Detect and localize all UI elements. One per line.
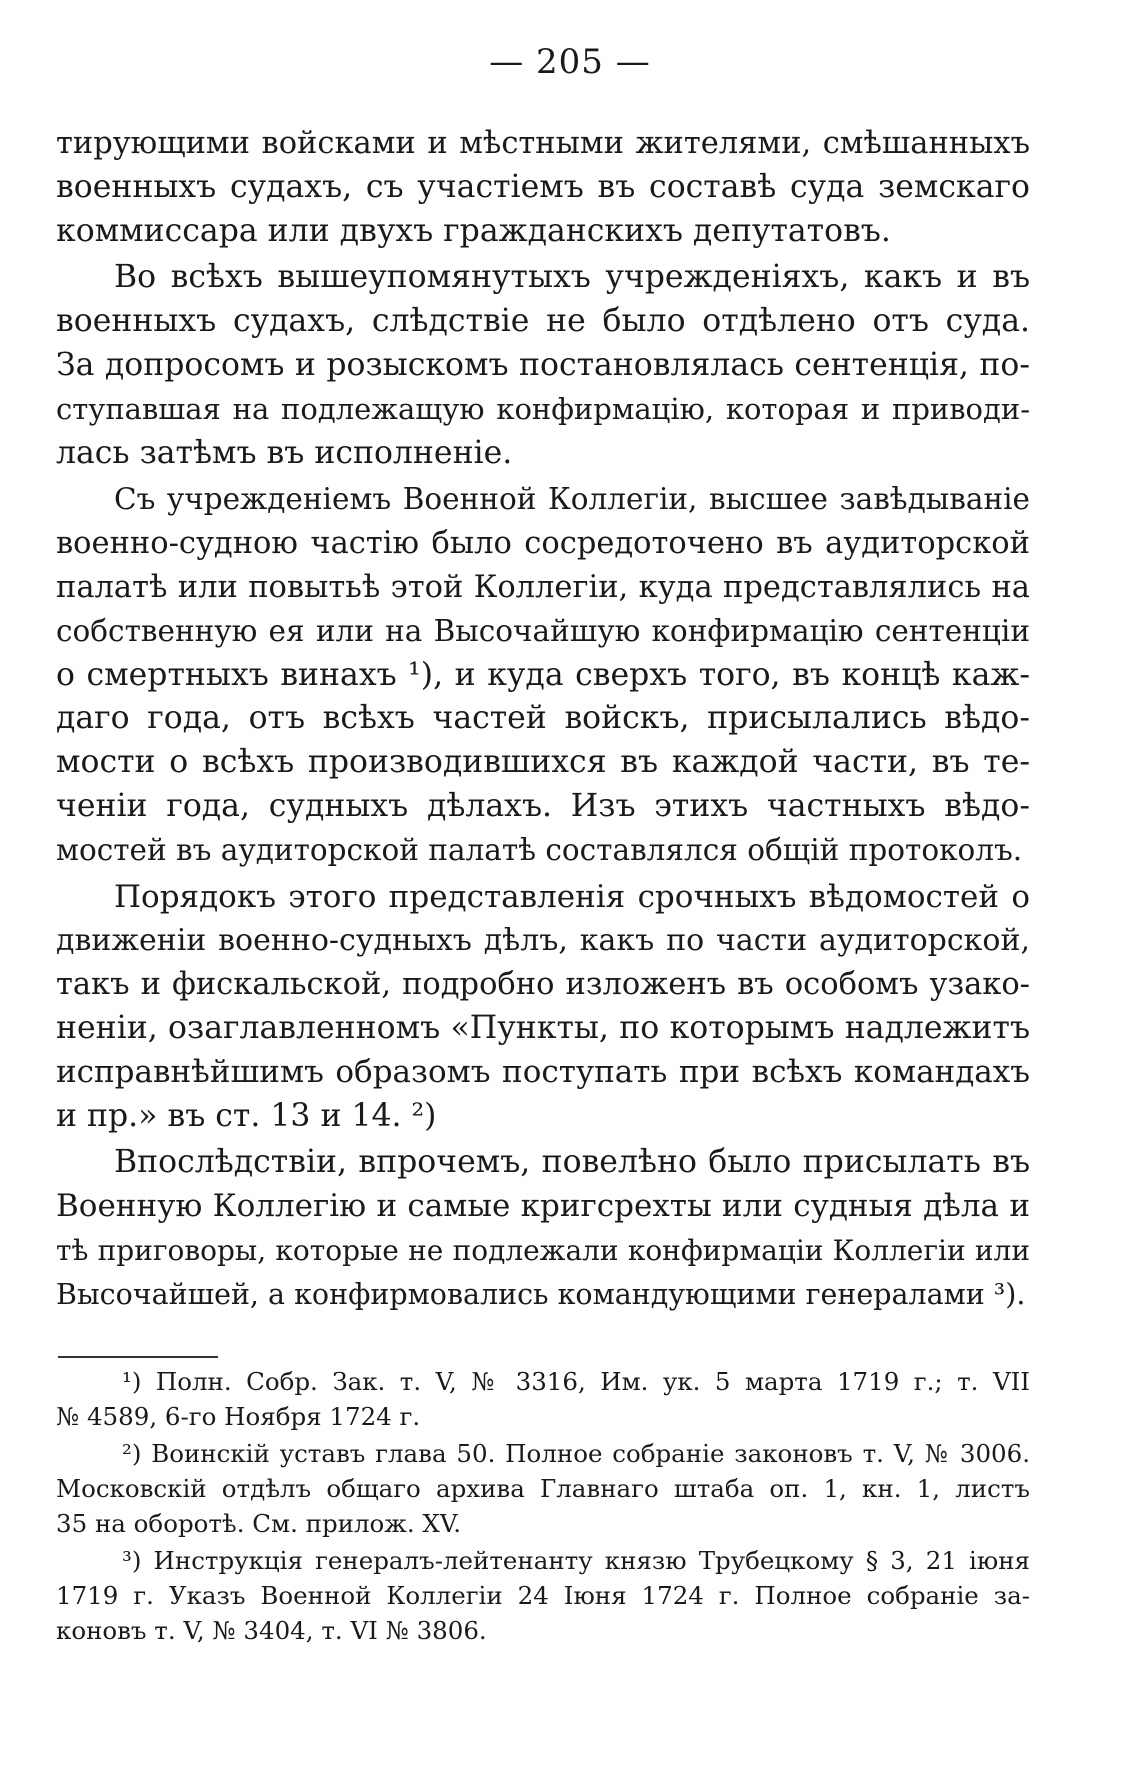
- text-line: даго года, отъ всѣхъ частей войскъ, присылались вѣдо-: [56, 700, 1030, 737]
- text-line: Во всѣхъ вышеупомянутыхъ учрежденіяхъ, какъ и въ: [114, 259, 1030, 296]
- footnote-line: ¹) Полн. Собр. Зак. т. V, № 3316, Им. ук. 5 марта 1719 г.; т. VII: [122, 1367, 1030, 1396]
- footnote-line: 35 на оборотѣ. См. прилож. XV.: [56, 1509, 462, 1538]
- text-line: неніи, озаглавленномъ «Пункты, по которымъ надлежитъ: [56, 1009, 1030, 1046]
- text-line: мости о всѣхъ производившихся въ каждой части, въ те-: [56, 744, 1030, 781]
- text-line: движеніи военно-судныхъ дѣлъ, какъ по части аудиторской,: [56, 923, 1030, 959]
- text-line: военныхъ судахъ, слѣдствіе не было отдѣлено отъ суда.: [56, 303, 1030, 340]
- text-line: Впослѣдствіи, впрочемъ, повелѣно было присылать въ: [114, 1144, 1030, 1181]
- paragraph-2: [56, 256, 1030, 475]
- text-line: военно-судною частію было сосредоточено въ аудиторской: [56, 526, 1030, 562]
- text-line: Порядокъ этого представленія срочныхъ вѣдомостей о: [114, 878, 1030, 915]
- text-line: ченіи года, судныхъ дѣлахъ. Изъ этихъ частныхъ вѣдо-: [56, 787, 1030, 824]
- text-line: военныхъ судахъ, съ участіемъ въ составѣ суда земскаго: [56, 168, 1030, 205]
- footnote-line: ²) Воинскій уставъ глава 50. Полное собраніе законовъ т. V, № 3006.: [122, 1439, 1030, 1468]
- footnote-divider: [58, 1356, 218, 1358]
- footnote-line: Московскій отдѣлъ общаго архива Главнаго штаба оп. 1, кн. 1, листъ: [56, 1474, 1030, 1503]
- paragraph-4: [56, 876, 1030, 1139]
- text-line: тирующими войсками и мѣстными жителями, смѣшанныхъ: [56, 126, 1030, 161]
- text-line: коммиссара или двухъ гражданскихъ депутатовъ.: [56, 212, 891, 249]
- paragraph-3: [56, 478, 1030, 872]
- paragraph-5: [56, 1141, 1030, 1316]
- text-line: Военную Коллегію и самые кригсрехты или судныя дѣла и: [56, 1188, 1030, 1225]
- footnote-3: [56, 1543, 1030, 1648]
- text-line: ступавшая на подлежащую конфирмацію, которая и приводи-: [56, 391, 1030, 426]
- footnote-line: № 4589, 6-го Ноября 1724 г.: [56, 1402, 421, 1431]
- footnote-line: ³) Инструкція генералъ-лейтенанту князю Трубецкому § 3, 21 іюня: [122, 1546, 1030, 1575]
- text-line: исправнѣйшимъ образомъ поступать при всѣхъ командахъ: [56, 1053, 1030, 1090]
- footnote-line: коновъ т. V, № 3404, т. VI № 3806.: [56, 1616, 487, 1645]
- text-line: мостей въ аудиторской палатѣ составлялся общій протоколъ.: [56, 832, 1023, 867]
- main-text: [56, 122, 1030, 1320]
- text-line: такъ и фискальской, подробно изложенъ въ особомъ узако-: [56, 967, 1030, 1003]
- text-line: и пр.» въ ст. 13 и 14. ²): [56, 1097, 437, 1134]
- paragraph-1: [56, 122, 1030, 253]
- text-line: лась затѣмъ въ исполненіе.: [56, 434, 513, 471]
- text-line: За допросомъ и розыскомъ постановлялась сентенція, по-: [56, 346, 1030, 383]
- footnote-2: [56, 1436, 1030, 1541]
- footnotes: [56, 1364, 1030, 1650]
- text-line: палатѣ или повытьѣ этой Коллегіи, куда представлялись на: [56, 569, 1030, 605]
- page-number: — 205 —: [489, 42, 651, 82]
- text-line: о смертныхъ винахъ ¹), и куда сверхъ того, въ концѣ каж-: [56, 656, 1030, 693]
- footnote-line: 1719 г. Указъ Военной Коллегіи 24 Іюня 1724 г. Полное собраніе за-: [56, 1581, 1030, 1610]
- footnote-1: [56, 1364, 1030, 1434]
- text-line: тѣ приговоры, которые не подлежали конфирмаціи Коллегіи или: [56, 1233, 1030, 1267]
- text-line: Съ учрежденіемъ Военной Коллегіи, высшее завѣдываніе: [114, 482, 1030, 517]
- text-line: собственную ея или на Высочайшую конфирмацію сентенціи: [56, 613, 1030, 648]
- text-line: Высочайшей, а конфирмовались командующими генералами ³).: [56, 1277, 1026, 1311]
